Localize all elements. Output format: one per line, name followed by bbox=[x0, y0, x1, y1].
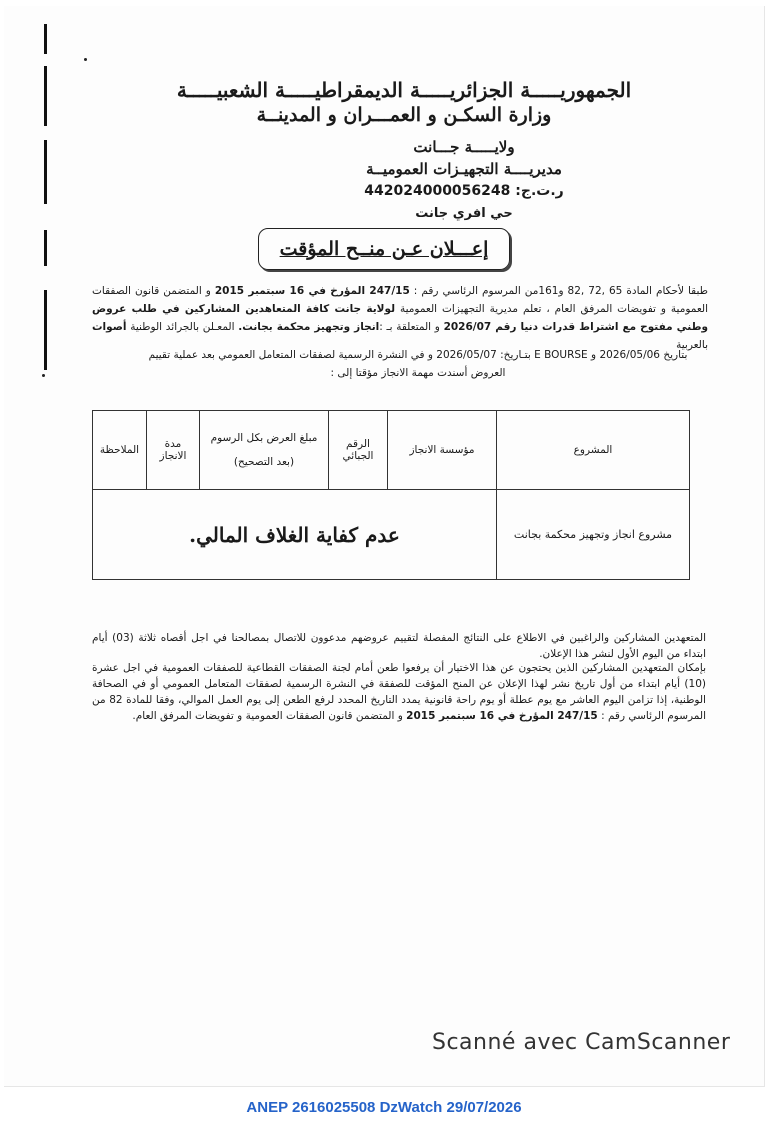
publication-footer: ANEP 2616025508 DzWatch 29/07/2026 bbox=[246, 1099, 522, 1116]
table-row bbox=[93, 490, 690, 580]
country-name: الجمهوريـــــة الجزائريـــــة الديمقراطيـــــة الشعبيـــــة bbox=[176, 78, 632, 102]
intro-press: أصوات bbox=[92, 321, 127, 333]
scanner-watermark: Scanné avec CamScanner bbox=[432, 1030, 731, 1055]
intro-part-4: المعـلن بالجرائد الوطنية bbox=[126, 321, 239, 333]
intro-decree: 247/15 المؤرخ في 16 سبتمبر 2015 bbox=[214, 285, 410, 297]
header-remark: الملاحظة bbox=[93, 411, 147, 490]
intro-part-5: بالعربية bbox=[676, 339, 708, 351]
announcement-title: إعـــلان عـن منــح المؤقت bbox=[279, 238, 489, 260]
tax-id: ر.ت.ج: 442024000056248 bbox=[364, 183, 564, 199]
appeal-paragraph bbox=[92, 660, 706, 724]
wilaya-name: ولايـــــة جـــانت bbox=[413, 138, 515, 156]
intro-bold-sentence: لولاية جانت كافة المتعاهدين المشاركين في طلب عروض وطني مفتوح مع اشتراط قدرات دنيا رقم 2026/07 bbox=[92, 303, 709, 333]
results-table bbox=[92, 410, 690, 580]
scan-speck bbox=[84, 58, 87, 61]
intro-line-2 bbox=[120, 346, 716, 382]
announcement-title-box bbox=[258, 228, 510, 270]
scan-edge-mark bbox=[44, 290, 47, 370]
scan-edge-mark bbox=[44, 24, 47, 54]
intro-project: انجاز وتجهيز محكمة بجانت. bbox=[238, 321, 380, 333]
header-tax-number: الرقم الجبائي bbox=[329, 411, 388, 490]
header-amount-note: (بعد التصحيح) bbox=[233, 456, 295, 468]
appeal-text-a: بإمكان المتعهدين المشاركين الذين يحتجون عن هذا الاختيار أن يرفعوا طعن أمام لجنة الصفقات القطاعية للصفقات العمومية في اجل عشرة (10) أيام ابتداء من أول تاريخ نشر لهذا الإعلان عن المنح المؤقت للصفقة في النشرة الرسمية لصفقات المتعامل العمومي أو في الصحافة الوطنية، إذا تزامن اليوم العاشر مع يوم عطلة أو يوم راحة قانونية يمدد التاريخ المحدد لرفع الطعن إلى يوم العمل الموالي، وفقا للمادة 82 من المرسوم الرئاسي رقم : bbox=[92, 662, 706, 722]
appeal-text-b: و المتضمن قانون الصفقات العمومية و تفويضات المرفق العام. bbox=[132, 710, 407, 722]
header-company: مؤسسة الانجاز bbox=[388, 411, 497, 490]
row-verdict-cell bbox=[93, 490, 497, 580]
header-duration: مدة الانجاز bbox=[147, 411, 200, 490]
scan-edge-mark bbox=[44, 230, 47, 266]
header-amount-label: مبلغ العرض بكل الرسوم bbox=[210, 432, 318, 444]
header-amount bbox=[200, 411, 329, 490]
row-project: مشروع انجاز وتجهيز محكمة بجانت bbox=[497, 490, 690, 580]
direction-name: مديريــــة التجهيـزات العموميــة bbox=[366, 160, 562, 178]
intro-part-3: و المتعلقة بـ : bbox=[379, 321, 444, 333]
address: حي افري جانت bbox=[415, 206, 513, 221]
ministry-name: وزارة السكـن و العمـــران و المدينــة bbox=[256, 104, 552, 126]
appeal-decree: 247/15 المؤرخ في 16 سبتمبر 2015 bbox=[406, 710, 598, 722]
table-header-row bbox=[93, 411, 690, 490]
row-verdict: عدم كفاية الغلاف المالي. bbox=[189, 522, 400, 547]
header-project: المشروع bbox=[497, 411, 690, 490]
scan-speck bbox=[42, 374, 45, 377]
consultation-paragraph: المتعهدين المشاركين والراغبين في الاطلاع على النتائج المفصلة لتقييم عروضهم مدعوون للاتصال بمصالحنا في اجل أقصاه ثلاثة (03) أيام ابتداء من اليوم الأول لنشر هذا الإعلان. bbox=[92, 632, 706, 660]
intro-part-1: طبقا لأحكام المادة 65 ,72 ,82 و161من المرسوم الرئاسي رقم : bbox=[409, 285, 708, 297]
intro-line-2a: بتاريخ 2026/05/06 و E BOURSE بتـاريخ: 2026/05/07 و في النشرة الرسمية لصفقات المتعامل العمومي بعد عملية تقييم bbox=[148, 349, 688, 361]
intro-paragraph bbox=[92, 282, 708, 354]
intro-line-2b: العروض أسندت مهمة الانجاز مؤقتا إلى : bbox=[330, 367, 506, 379]
intro-part-2: و المتضمن قانون الصفقات العمومية و تفويضات المرفق العام ، تعلم مديرية التجهيزات العمومية bbox=[92, 285, 708, 315]
